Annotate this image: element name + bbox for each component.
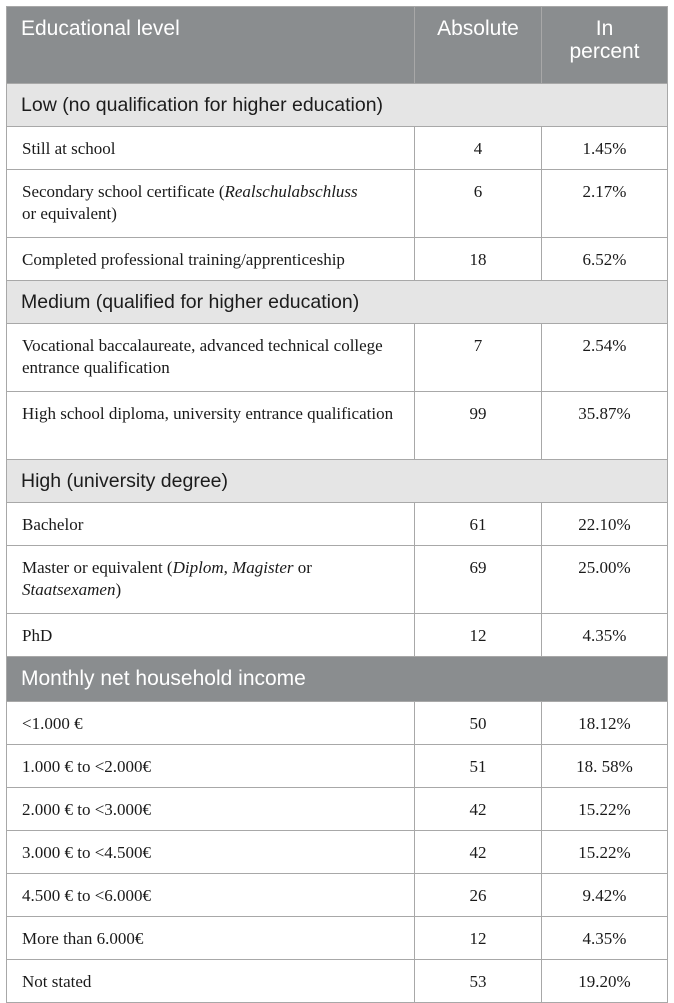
- section-header-medium: [7, 281, 668, 324]
- row-percent: 4.35%: [542, 614, 668, 657]
- row-label: Completed professional training/apprenticeship: [7, 238, 415, 281]
- row-absolute: 61: [415, 503, 542, 546]
- row-label: 1.000 € to <2.000€: [7, 745, 415, 788]
- row-label: Not stated: [7, 960, 415, 1003]
- section-header-income: [7, 657, 668, 702]
- table-row: [7, 127, 668, 170]
- table-row: [7, 831, 668, 874]
- row-percent: 1.45%: [542, 127, 668, 170]
- row-percent: 15.22%: [542, 788, 668, 831]
- section-title: High (university degree): [7, 460, 668, 503]
- row-absolute: 18: [415, 238, 542, 281]
- row-label: Bachelor: [7, 503, 415, 546]
- education-income-table: [6, 6, 668, 1003]
- row-absolute: 99: [415, 392, 542, 460]
- row-percent: 22.10%: [542, 503, 668, 546]
- table-row: [7, 745, 668, 788]
- table-header-row: [7, 7, 668, 84]
- row-percent: 19.20%: [542, 960, 668, 1003]
- row-absolute: 12: [415, 614, 542, 657]
- row-absolute: 50: [415, 702, 542, 745]
- row-label: 3.000 € to <4.500€: [7, 831, 415, 874]
- row-percent: 18.12%: [542, 702, 668, 745]
- row-label: 2.000 € to <3.000€: [7, 788, 415, 831]
- header-educational-level: Educational level: [7, 7, 415, 84]
- section-title: Low (no qualification for higher education): [7, 84, 668, 127]
- row-label: 4.500 € to <6.000€: [7, 874, 415, 917]
- table-row: [7, 546, 668, 614]
- row-percent: 2.54%: [542, 324, 668, 392]
- row-label: Still at school: [7, 127, 415, 170]
- row-percent: 6.52%: [542, 238, 668, 281]
- row-absolute: 53: [415, 960, 542, 1003]
- row-percent: 2.17%: [542, 170, 668, 238]
- row-absolute: 42: [415, 831, 542, 874]
- section-header-low: [7, 84, 668, 127]
- table-row: [7, 238, 668, 281]
- row-label: High school diploma, university entrance qualification: [7, 392, 415, 460]
- row-percent: 15.22%: [542, 831, 668, 874]
- table-row: [7, 917, 668, 960]
- section-title: Medium (qualified for higher education): [7, 281, 668, 324]
- row-percent: 4.35%: [542, 917, 668, 960]
- table-row: [7, 614, 668, 657]
- section-title: Monthly net household income: [7, 657, 668, 702]
- row-label: PhD: [7, 614, 415, 657]
- row-label: <1.000 €: [7, 702, 415, 745]
- row-absolute: 4: [415, 127, 542, 170]
- table-row: [7, 702, 668, 745]
- row-percent: 18. 58%: [542, 745, 668, 788]
- table-row: [7, 503, 668, 546]
- row-absolute: 26: [415, 874, 542, 917]
- row-label: Master or equivalent (Diplom, Magister or Staatsexamen): [7, 546, 415, 614]
- row-percent: 25.00%: [542, 546, 668, 614]
- table-row: [7, 392, 668, 460]
- header-in-percent: In percent: [542, 7, 668, 84]
- table-row: [7, 874, 668, 917]
- row-absolute: 12: [415, 917, 542, 960]
- row-label: Secondary school certificate (Realschulabschluss or equivalent): [7, 170, 415, 238]
- row-absolute: 51: [415, 745, 542, 788]
- table-row: [7, 788, 668, 831]
- table-row: [7, 960, 668, 1003]
- table-row: [7, 324, 668, 392]
- row-absolute: 42: [415, 788, 542, 831]
- row-absolute: 7: [415, 324, 542, 392]
- row-percent: 9.42%: [542, 874, 668, 917]
- header-absolute: Absolute: [415, 7, 542, 84]
- row-absolute: 69: [415, 546, 542, 614]
- section-header-high: [7, 460, 668, 503]
- row-label: More than 6.000€: [7, 917, 415, 960]
- row-absolute: 6: [415, 170, 542, 238]
- row-percent: 35.87%: [542, 392, 668, 460]
- row-label: Vocational baccalaureate, advanced technical college entrance qualification: [7, 324, 415, 392]
- table-row: [7, 170, 668, 238]
